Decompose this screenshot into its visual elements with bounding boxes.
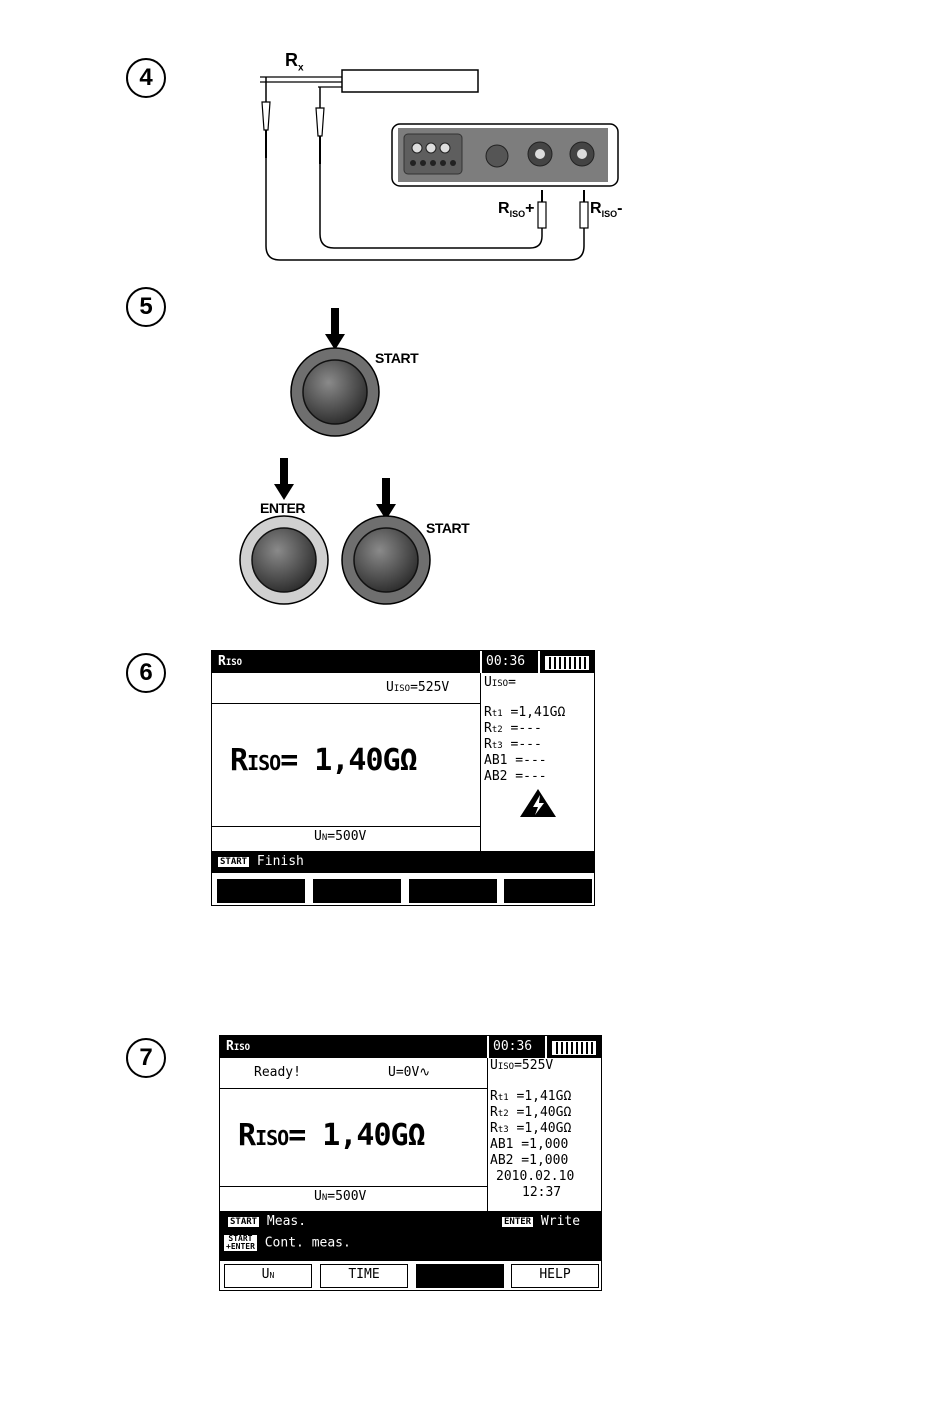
screen-6 [211, 650, 595, 906]
battery-icon [552, 1041, 596, 1055]
hint-meas: START Meas. [230, 1214, 307, 1229]
clock-readout: 00:36 [493, 1039, 533, 1054]
side-row: AB2 =1,000 [490, 1153, 569, 1168]
step-6-badge: 6 [126, 653, 166, 693]
side-uiso: UISO=525V [490, 1058, 554, 1073]
title-bar [220, 1036, 487, 1058]
main-result: RISO= 1,40GΩ [238, 1118, 425, 1153]
screen-title: RISO [218, 654, 243, 669]
main-result: RISO= 1,40GΩ [230, 743, 417, 778]
help-function-key[interactable]: HELP [511, 1264, 599, 1288]
un-readout: UN=500V [314, 829, 367, 844]
enter-button-label: ENTER [260, 500, 305, 516]
divider [220, 1186, 487, 1187]
start-button-label-1: START [375, 350, 419, 366]
side-row: Rt1 =1,41GΩ [484, 705, 566, 720]
hint-finish: START Finish [220, 854, 304, 869]
function-key-3[interactable] [409, 879, 497, 903]
side-row: AB2 =--- [484, 769, 547, 784]
step-5-badge: 5 [126, 287, 166, 327]
side-divider [487, 1058, 488, 1211]
connection-diagram [240, 50, 640, 270]
step-4-badge: 4 [126, 58, 166, 98]
voltage-readout: U=0V∿ [388, 1065, 431, 1080]
time-function-key[interactable]: TIME [320, 1264, 408, 1288]
side-divider [480, 673, 481, 851]
function-key-2[interactable] [313, 879, 401, 903]
start-key-tag: START [220, 856, 248, 867]
divider [212, 703, 480, 704]
side-clock: 12:37 [522, 1185, 562, 1200]
screen-7 [219, 1035, 602, 1291]
enter-key-tag: ENTER [504, 1216, 532, 1227]
divider [220, 1088, 487, 1089]
side-row: Rt3 =1,40GΩ [490, 1121, 572, 1136]
function-key-3[interactable] [416, 1264, 504, 1288]
function-key-4[interactable] [504, 879, 592, 903]
hint-cont-meas: START +ENTER Cont. meas. [226, 1234, 351, 1251]
start-key-tag: START [230, 1216, 258, 1227]
un-function-key[interactable]: UN [224, 1264, 312, 1288]
side-date: 2010.02.10 [496, 1169, 575, 1184]
side-row: Rt1 =1,41GΩ [490, 1089, 572, 1104]
step-7-badge: 7 [126, 1038, 166, 1078]
function-key-1[interactable] [217, 879, 305, 903]
battery-icon [545, 656, 589, 670]
start-button-label-2: START [426, 520, 470, 536]
start-enter-key-tag: START +ENTER [226, 1234, 255, 1251]
side-row: AB1 =1,000 [490, 1137, 569, 1152]
hint-write: ENTER Write [504, 1214, 581, 1229]
side-row: AB1 =--- [484, 753, 547, 768]
buttons-diagram [230, 300, 490, 620]
high-voltage-warning-icon [518, 787, 558, 819]
rx-label: $R_x$ [285, 50, 304, 74]
riso-minus-label: $R_{ISO}-$ [590, 200, 623, 220]
side-row: Rt3 =--- [484, 737, 542, 752]
side-uiso: UISO= [484, 675, 516, 690]
un-readout: UN=500V [314, 1189, 367, 1204]
screen-title: RISO [226, 1039, 251, 1054]
clock-readout: 00:36 [486, 654, 526, 669]
title-bar [212, 651, 480, 673]
riso-plus-label: $R_{ISO}+$ [498, 200, 535, 220]
status-ready: Ready! [254, 1065, 301, 1080]
side-row: Rt2 =--- [484, 721, 542, 736]
side-row: Rt2 =1,40GΩ [490, 1105, 572, 1120]
divider [212, 826, 480, 827]
uiso-setting: UISO=525V [386, 680, 450, 695]
